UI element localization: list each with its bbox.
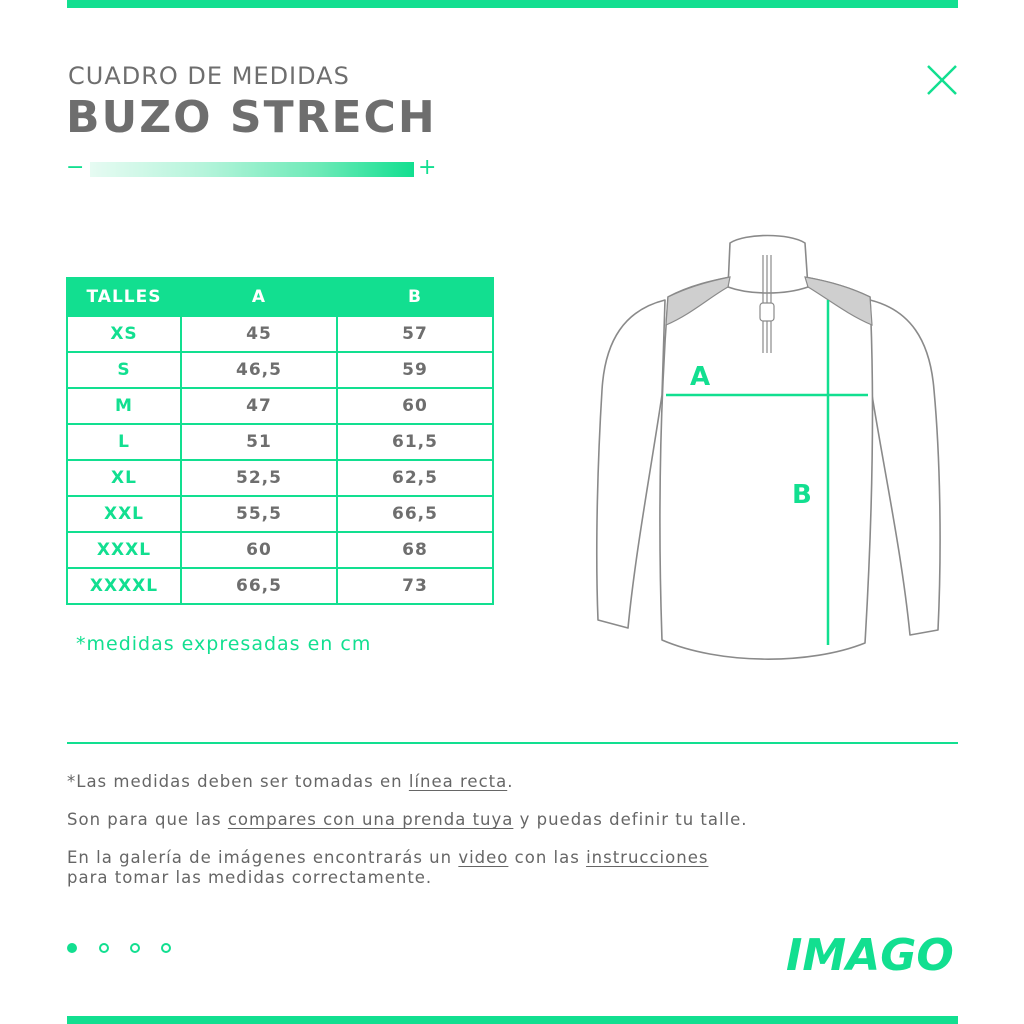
- table-row: [67, 352, 493, 388]
- measure-a-cell: 45: [181, 316, 337, 352]
- pagination-dot-4[interactable]: [161, 943, 171, 953]
- info-text: con las: [508, 848, 587, 867]
- table-row: [67, 496, 493, 532]
- size-cell: XXL: [67, 496, 181, 532]
- size-cell: S: [67, 352, 181, 388]
- info-link-video: video: [458, 848, 509, 867]
- page-title: BUZO STRECH: [66, 92, 437, 143]
- scale-plus: +: [418, 155, 437, 180]
- sweatshirt-diagram: [580, 225, 950, 670]
- table-row: [67, 424, 493, 460]
- info-text: y puedas definir tu talle.: [513, 810, 748, 829]
- collar: [728, 236, 808, 294]
- pagination-dot-1[interactable]: [67, 943, 77, 953]
- page-subtitle: CUADRO DE MEDIDAS: [68, 62, 350, 90]
- measure-a-cell: 66,5: [181, 568, 337, 604]
- size-cell: XXXL: [67, 532, 181, 568]
- info-text: .: [507, 772, 514, 791]
- brand-logo: IMAGO: [786, 930, 954, 981]
- table-row: [67, 388, 493, 424]
- measure-b-cell: 61,5: [337, 424, 493, 460]
- info-line-3: [67, 848, 708, 868]
- info-link-instrucciones: instrucciones: [586, 848, 709, 867]
- table-row: [67, 532, 493, 568]
- label-a: A: [690, 362, 711, 392]
- size-cell: L: [67, 424, 181, 460]
- measure-a-cell: 55,5: [181, 496, 337, 532]
- measure-b-cell: 68: [337, 532, 493, 568]
- close-icon: [922, 60, 962, 100]
- top-accent-bar: [67, 0, 958, 8]
- table-row: [67, 568, 493, 604]
- measure-b-cell: 62,5: [337, 460, 493, 496]
- size-table: [66, 277, 494, 605]
- measure-a-cell: 51: [181, 424, 337, 460]
- table-row: [67, 460, 493, 496]
- info-line-1: [67, 772, 513, 792]
- measure-b-cell: 60: [337, 388, 493, 424]
- info-text: *Las medidas deben ser tomadas en: [67, 772, 409, 791]
- right-sleeve: [870, 300, 940, 635]
- size-scale-indicator: [66, 155, 446, 182]
- scale-minus: −: [66, 155, 85, 180]
- size-cell: M: [67, 388, 181, 424]
- pagination-dot-3[interactable]: [130, 943, 140, 953]
- info-text: Son para que las: [67, 810, 228, 829]
- info-line-4: para tomar las medidas correctamente.: [67, 868, 433, 887]
- pagination-dots: [67, 943, 187, 957]
- measure-a-cell: 52,5: [181, 460, 337, 496]
- units-note: *medidas expresadas en cm: [76, 633, 372, 655]
- size-cell: XL: [67, 460, 181, 496]
- pagination-dot-2[interactable]: [99, 943, 109, 953]
- measure-b-cell: 73: [337, 568, 493, 604]
- measure-b-cell: 66,5: [337, 496, 493, 532]
- section-divider: [67, 742, 958, 744]
- table-header-row: [67, 278, 493, 316]
- scale-gradient: [90, 162, 414, 177]
- column-header-talles: TALLES: [67, 278, 181, 316]
- measure-a-cell: 60: [181, 532, 337, 568]
- column-header-b: B: [337, 278, 493, 316]
- left-sleeve: [597, 300, 665, 628]
- bottom-accent-bar: [67, 1016, 958, 1024]
- measure-b-cell: 59: [337, 352, 493, 388]
- measure-a-cell: 47: [181, 388, 337, 424]
- label-b: B: [792, 480, 812, 510]
- size-cell: XS: [67, 316, 181, 352]
- table-row: [67, 316, 493, 352]
- column-header-a: A: [181, 278, 337, 316]
- torso: [660, 277, 872, 659]
- measure-a-cell: 46,5: [181, 352, 337, 388]
- info-link-compares: compares con una prenda tuya: [227, 810, 514, 829]
- info-text: En la galería de imágenes encontrarás un: [67, 848, 459, 867]
- info-line-2: [67, 810, 748, 830]
- size-cell: XXXXL: [67, 568, 181, 604]
- info-link-linea-recta: línea recta: [408, 772, 508, 791]
- measure-b-cell: 57: [337, 316, 493, 352]
- close-button[interactable]: [922, 60, 962, 100]
